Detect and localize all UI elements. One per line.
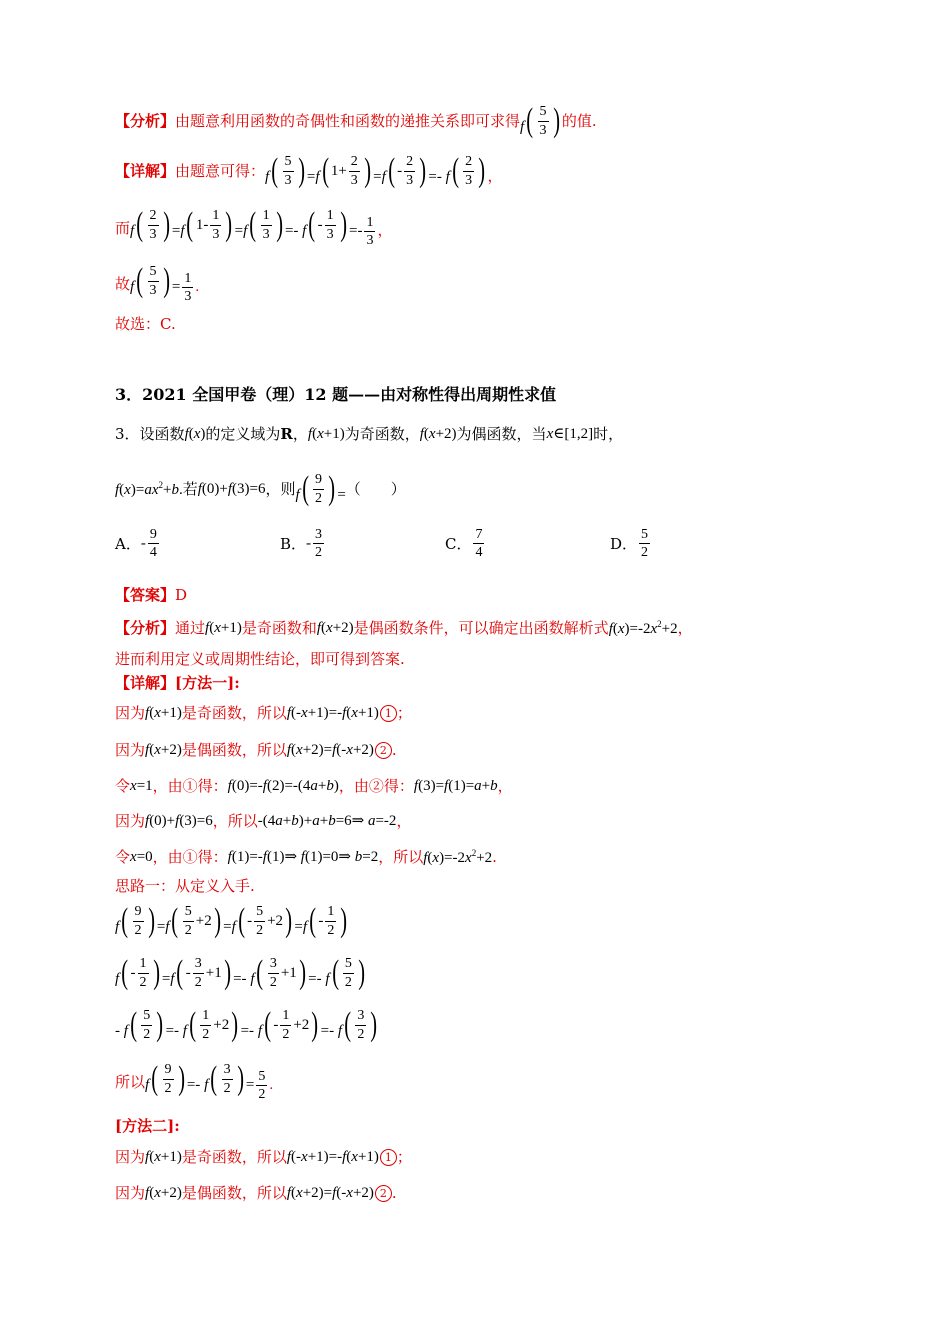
math-odd-eq: f(-x+1)=-f(x+1) (286, 705, 379, 721)
analysis3-line2-text: 进而利用定义或周期性结论，即可得到答案. (115, 650, 405, 668)
analysis-text: 由题意利用函数的奇偶性和函数的递推关系即可求得 (175, 111, 521, 130)
option-a-label: A． (115, 535, 141, 554)
math-detail-eq2: f ( $\frac{2}{3}$ ) =f ( 1- $\frac{1}{3}$ ) =f ( $\frac{1}{3}$ ) =- f ( - $\frac{1}{3}$ ) =- $\frac{1}{3}$ ， (130, 206, 393, 249)
detail-text: 由题意可得： (175, 161, 266, 180)
final-line (115, 1062, 273, 1102)
option-a[interactable] (115, 527, 161, 561)
math-detail-eq1: f ( $\frac{5}{3}$ ) =f ( 1+ $\frac{2}{3}$ ) =f ( - $\frac{2}{3}$ ) =- f ( $\frac{2}{3}$ ) ， (265, 152, 503, 189)
from1-text: ，由①得： (152, 777, 228, 795)
math-chain-2: f ( - $\frac{1}{2}$ ) =f ( - $\frac{3}{2}$ +1 ) =- f ( $\frac{3}{2}$ +1 ) =- f ( $\frac{5}{2}$ ) (115, 954, 365, 991)
math-fx2: f(x+2) (419, 426, 457, 442)
from2-text: ，由②得： (338, 777, 414, 795)
idea1-text: 思路一：从定义入手. (115, 877, 255, 895)
option-b-value: - $\frac{3}{2}$ (306, 527, 323, 561)
math-b-solve: f(1)=-f(1)⇒ f(1)=0⇒ b=2 (227, 849, 379, 865)
math-f53: f ( $\frac{5}{3}$ ) (520, 102, 560, 139)
option-c-value: $\frac{7}{4}$ (475, 527, 483, 561)
from1-text-2: ，由①得： (152, 848, 228, 866)
analysis-tail: 的值. (561, 111, 597, 130)
detail3-header (115, 676, 240, 691)
option-a-value: - $\frac{9}{4}$ (140, 527, 157, 561)
problem-text4: 为偶函数，当 (456, 425, 547, 443)
math-cond: f(0)+f(3)=6 (197, 480, 266, 497)
math-odd-eq-2: f(-x+1)=-f(x+1) (286, 1149, 379, 1165)
math-fx1-c: f(x+1) (145, 705, 182, 721)
problem-R: R (280, 425, 293, 443)
circled-2b: 2 (375, 1185, 392, 1202)
is-odd-text: 是奇函数，所以 (181, 704, 287, 722)
problem-text3: 为奇函数， (344, 425, 420, 443)
because-4: 因为 (115, 1148, 146, 1166)
math-sum-cond: f(0)+f(3)=6 (145, 813, 213, 829)
so-text-2: ，所以 (378, 848, 424, 866)
method2-odd-line: 因为 f(x+1) 是奇函数，所以 f(-x+1)=-f(x+1) 1 ； (115, 1148, 412, 1166)
option-b-label: B． (280, 535, 307, 554)
chain-line-3 (115, 1008, 380, 1042)
detail3-let0-line: 令 x=0 ，由①得： f(1)=-f(1)⇒ f(1)=0⇒ b=2 ，所以 $f(x)=-2x^2+2$ . (115, 848, 497, 866)
math-fx-solution: $f(x)=-2x^2+2$， (608, 619, 693, 637)
math-x1: x=1 (130, 778, 153, 794)
analysis3-tag: 【分析】 (115, 619, 176, 637)
math-fx: f(x) (184, 426, 206, 442)
math-fx-def: $f(x)=ax^2+b$. (115, 479, 183, 498)
math-fx1: f(x+1) (307, 426, 345, 442)
math-detail-eq3: f ( $\frac{5}{3}$ ) = $\frac{1}{3}$ . (130, 262, 200, 305)
option-d-value: $\frac{5}{2}$ (641, 527, 649, 561)
math-f92: f ( $\frac{9}{2}$ ) = (295, 470, 346, 507)
problem-line-2 (115, 472, 406, 506)
idea1-line (115, 879, 255, 894)
answer-line (115, 588, 187, 603)
circled-1: 1 (380, 705, 397, 722)
problem-text8: （ ） (345, 479, 406, 498)
analysis3-t1: 通过 (175, 619, 206, 637)
detail3-sum-line: 因为 f(0)+f(3)=6 ，所以 -(4a+b)+a+b=6⇒ a=-2 ， (115, 812, 412, 830)
method1-label: [方法一]: (175, 674, 240, 692)
detail-line2-prefix: 而 (115, 218, 131, 237)
detail-line-1 (115, 154, 502, 188)
math-fx-final: $f(x)=-2x^2+2$ (423, 848, 493, 866)
analysis3-t2: 是奇函数和 (241, 619, 317, 637)
section-title: 3．2021 全国甲卷（理）12 题——由对称性得出周期性求值 (115, 385, 557, 404)
math-chain-3: - f ( $\frac{5}{2}$ ) =- f ( $\frac{1}{2}$ +2 ) =- f ( - $\frac{1}{2}$ +2 ) =- f ( $\frac{3}{2}$ ) (115, 1006, 378, 1043)
analysis3-line-2 (115, 652, 405, 667)
method2-even-line: 因为 f(x+2) 是偶函数，所以 f(x+2)=f(-x+2) 2 . (115, 1184, 397, 1202)
math-chain-1: f ( $\frac{9}{2}$ ) =f ( $\frac{5}{2}$ +2 ) =f ( - $\frac{5}{2}$ +2 ) =f ( - $\frac{1}{2}$ ) (115, 902, 348, 939)
problem-line-1: 3． 设函数 f(x) 的定义域为 R ， f(x+1) 为奇函数， f(x+2) 为偶函数，当 x∈[1,2] 时， (115, 425, 624, 443)
problem-num: 3． (115, 425, 140, 443)
problem-text7: ，则 (265, 479, 296, 498)
detail3-tag: 【详解】 (115, 674, 176, 692)
math-f3-eq: f(3)=f(1)=a+b (413, 778, 498, 794)
so-final-text: 所以 (115, 1072, 146, 1091)
because-2: 因为 (115, 741, 146, 759)
math-fx1-d: f(x+1) (145, 1149, 182, 1165)
math-fx2-c: f(x+2) (145, 742, 182, 758)
math-fx2-b: f(x+2) (316, 620, 354, 636)
detail-line-2 (115, 208, 392, 248)
detail-line-3 (115, 264, 199, 304)
math-even-eq-2: f(x+2)=f(-x+2) (286, 1185, 374, 1201)
math-final: f ( $\frac{9}{2}$ ) =- f ( $\frac{3}{2}$ ) = $\frac{5}{2}$ . (145, 1060, 274, 1103)
math-fx1-b: f(x+1) (205, 620, 242, 636)
option-b[interactable] (280, 527, 326, 561)
circled-2: 2 (375, 742, 392, 759)
option-d-label: D． (610, 535, 638, 554)
detail3-even-line: 因为 f(x+2) 是偶函数，所以 f(x+2)=f(-x+2) 2 . (115, 741, 397, 759)
because-5: 因为 (115, 1184, 146, 1202)
choice-line (115, 317, 176, 332)
analysis-line-1 (115, 104, 597, 138)
detail3-let1-line: 令 x=1 ，由①得： f(0)=-f(2)=-(4a+b) ，由②得： f(3)=f(1)=a+b ， (115, 777, 513, 795)
is-odd-text-2: 是奇函数，所以 (181, 1148, 287, 1166)
circled-1b: 1 (380, 1149, 397, 1166)
answer-value: D (175, 586, 188, 604)
so-text-1: ，所以 (212, 812, 258, 830)
math-even-eq: f(x+2)=f(-x+2) (286, 742, 374, 758)
math-x0: x=0 (130, 849, 153, 865)
because-1: 因为 (115, 704, 146, 722)
detail-tag: 【详解】 (115, 161, 176, 180)
problem-text2: 的定义域为 (205, 425, 281, 443)
analysis-tag: 【分析】 (115, 111, 176, 130)
analysis3-line-1 (115, 620, 693, 637)
detail-line3-prefix: 故 (115, 274, 131, 293)
math-a-solve: -(4a+b)+a+b=6⇒ a=-2 (257, 813, 397, 829)
method2-header (115, 1119, 180, 1134)
let-1: 令 (115, 777, 131, 795)
is-even-text-2: 是偶函数，所以 (181, 1184, 287, 1202)
choice-text: 故选：C. (115, 315, 176, 333)
chain-line-1 (115, 904, 350, 938)
because-3: 因为 (115, 812, 146, 830)
problem-text5: 时， (593, 425, 624, 443)
option-c-label: C． (445, 535, 472, 554)
math-fx2-d: f(x+2) (145, 1185, 182, 1201)
math-domain: x∈[1,2] (546, 426, 594, 442)
let-2: 令 (115, 848, 131, 866)
is-even-text: 是偶函数，所以 (181, 741, 287, 759)
problem-text6: 若 (182, 479, 198, 498)
detail3-odd-line: 因为 f(x+1) 是奇函数，所以 f(-x+1)=-f(x+1) 1 ； (115, 704, 412, 722)
method2-label: [方法二]: (115, 1117, 180, 1135)
analysis3-t3: 是偶函数条件，可以确定出函数解析式 (353, 619, 609, 637)
answer-tag: 【答案】 (115, 586, 176, 604)
math-f0-eq: f(0)=-f(2)=-(4a+b) (227, 778, 339, 794)
option-c[interactable] (445, 527, 486, 561)
option-d[interactable] (610, 527, 652, 561)
section-heading (115, 387, 556, 403)
chain-line-2 (115, 956, 367, 990)
problem-text1: 设函数 (139, 425, 185, 443)
